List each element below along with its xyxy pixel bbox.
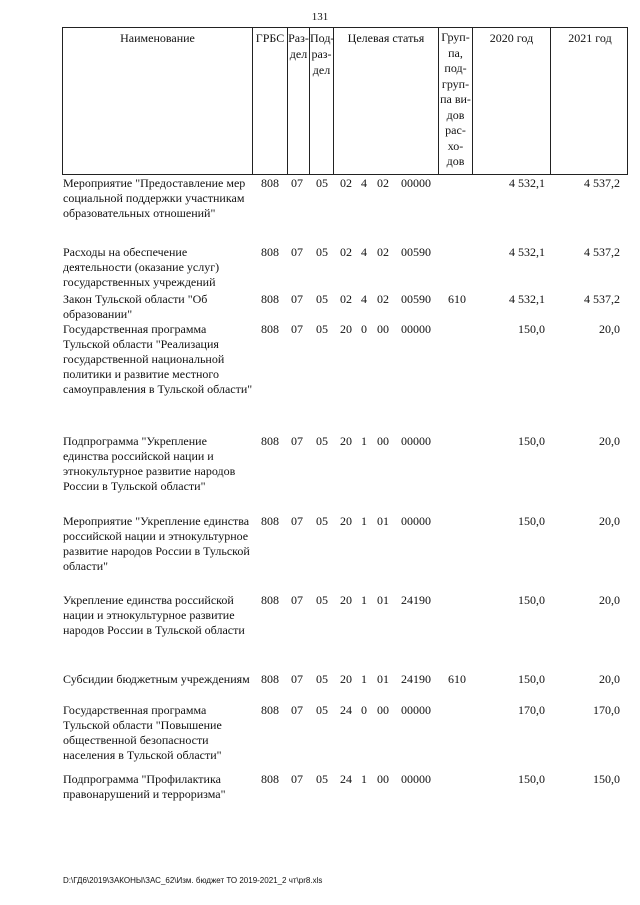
header-2020: 2020 год <box>473 28 551 174</box>
header-group: Груп- па, под- груп- па ви- дов рас- хо- дов <box>439 28 473 174</box>
row-2021: 170,0 <box>593 703 620 717</box>
row-name: Субсидии бюджетным учреждениям <box>63 672 250 686</box>
row-name: Укрепление единства российской нации и этнокультурное развитие народов России в Тульской области <box>63 593 245 637</box>
row-razdel: 07 <box>291 176 303 190</box>
header-podrazdel: Под- раз- дел <box>310 28 334 174</box>
row-target-3: 01 <box>377 672 389 686</box>
row-target-3: 01 <box>377 514 389 528</box>
row-target-1: 20 <box>340 322 352 336</box>
row-grbs: 808 <box>261 672 279 686</box>
row-target-2: 0 <box>361 322 367 336</box>
row-razdel: 07 <box>291 434 303 448</box>
row-target-1: 02 <box>340 176 352 190</box>
row-target-3: 00 <box>377 772 389 786</box>
row-razdel: 07 <box>291 593 303 607</box>
row-2020: 4 532,1 <box>509 292 545 306</box>
row-podrazdel: 05 <box>316 176 328 190</box>
row-grbs: 808 <box>261 593 279 607</box>
row-target-3: 00 <box>377 434 389 448</box>
row-2020: 4 532,1 <box>509 176 545 190</box>
row-podrazdel: 05 <box>316 322 328 336</box>
row-target-2: 1 <box>361 672 367 686</box>
row-razdel: 07 <box>291 245 303 259</box>
row-podrazdel: 05 <box>316 434 328 448</box>
row-target-2: 1 <box>361 514 367 528</box>
row-name: Мероприятие "Укрепление единства российской нации и этнокультурное развитие народов России в Тульской области" <box>63 514 250 573</box>
row-target-3: 02 <box>377 245 389 259</box>
row-2021: 4 537,2 <box>584 245 620 259</box>
row-grbs: 808 <box>261 292 279 306</box>
row-target-3: 02 <box>377 176 389 190</box>
row-target-1: 20 <box>340 672 352 686</box>
row-grbs: 808 <box>261 772 279 786</box>
row-target-2: 1 <box>361 593 367 607</box>
row-2021: 20,0 <box>599 434 620 448</box>
row-target-4: 24190 <box>401 593 431 607</box>
row-razdel: 07 <box>291 772 303 786</box>
row-razdel: 07 <box>291 322 303 336</box>
row-name: Государственная программа Тульской области "Повышение общественной безопасности населения в Тульской области" <box>63 703 222 762</box>
row-2021: 20,0 <box>599 322 620 336</box>
row-2020: 4 532,1 <box>509 245 545 259</box>
page-number: 131 <box>311 11 329 23</box>
header-grbs: ГРБС <box>253 28 288 174</box>
row-podrazdel: 05 <box>316 772 328 786</box>
row-razdel: 07 <box>291 672 303 686</box>
row-name: Подпрограмма "Укрепление единства российской нации и этнокультурное развитие народов России в Тульской области" <box>63 434 236 493</box>
row-target-3: 00 <box>377 322 389 336</box>
row-target-3: 02 <box>377 292 389 306</box>
row-target-4: 00000 <box>401 703 431 717</box>
row-2021: 4 537,2 <box>584 292 620 306</box>
row-razdel: 07 <box>291 703 303 717</box>
row-target-3: 01 <box>377 593 389 607</box>
header-razdel: Раз- дел <box>288 28 310 174</box>
row-podrazdel: 05 <box>316 245 328 259</box>
row-name: Мероприятие "Предоставление мер социальной поддержки участникам образовательных отношений" <box>63 176 246 220</box>
row-target-4: 00590 <box>401 292 431 306</box>
row-target-4: 00000 <box>401 772 431 786</box>
row-2021: 20,0 <box>599 514 620 528</box>
file-path-footer: D:\ГД6\2019\ЗАКОНЫ\ЗАС_62\Изм. бюджет ТО 2019-2021_2 чт\pr8.xls <box>63 876 323 885</box>
row-target-3: 00 <box>377 703 389 717</box>
row-target-1: 02 <box>340 245 352 259</box>
row-name: Закон Тульской области "Об образовании" <box>63 292 208 321</box>
row-2021: 150,0 <box>593 772 620 786</box>
row-target-2: 4 <box>361 245 367 259</box>
row-target-1: 24 <box>340 703 352 717</box>
row-grbs: 808 <box>261 703 279 717</box>
row-target-1: 20 <box>340 593 352 607</box>
row-name: Подпрограмма "Профилактика правонарушений и терроризма" <box>63 772 226 801</box>
row-podrazdel: 05 <box>316 514 328 528</box>
row-target-1: 20 <box>340 434 352 448</box>
row-podrazdel: 05 <box>316 703 328 717</box>
header-2021: 2021 год <box>568 31 612 45</box>
row-grbs: 808 <box>261 176 279 190</box>
row-2020: 170,0 <box>518 703 545 717</box>
row-grbs: 808 <box>261 514 279 528</box>
row-target-1: 20 <box>340 514 352 528</box>
row-2020: 150,0 <box>518 434 545 448</box>
row-target-4: 00590 <box>401 245 431 259</box>
row-2020: 150,0 <box>518 593 545 607</box>
row-2020: 150,0 <box>518 514 545 528</box>
row-target-4: 24190 <box>401 672 431 686</box>
row-group: 610 <box>448 292 466 306</box>
row-podrazdel: 05 <box>316 292 328 306</box>
row-grbs: 808 <box>261 434 279 448</box>
row-name: Расходы на обеспечение деятельности (оказание услуг) государственных учреждений <box>63 245 220 289</box>
row-2021: 4 537,2 <box>584 176 620 190</box>
row-target-2: 4 <box>361 292 367 306</box>
row-target-2: 1 <box>361 772 367 786</box>
row-grbs: 808 <box>261 322 279 336</box>
row-target-2: 0 <box>361 703 367 717</box>
row-target-2: 4 <box>361 176 367 190</box>
row-2020: 150,0 <box>518 772 545 786</box>
row-grbs: 808 <box>261 245 279 259</box>
row-name: Государственная программа Тульской области "Реализация государственной национальной политики и развитие местного самоуправления в Тульской области" <box>63 322 253 396</box>
row-target-4: 00000 <box>401 434 431 448</box>
row-2021: 20,0 <box>599 593 620 607</box>
row-group: 610 <box>448 672 466 686</box>
row-target-4: 00000 <box>401 514 431 528</box>
row-2020: 150,0 <box>518 322 545 336</box>
row-2020: 150,0 <box>518 672 545 686</box>
row-target-1: 02 <box>340 292 352 306</box>
row-razdel: 07 <box>291 514 303 528</box>
row-razdel: 07 <box>291 292 303 306</box>
row-target-2: 1 <box>361 434 367 448</box>
header-name: Наименование <box>63 28 253 174</box>
header-target-article: Целевая статья <box>334 28 439 174</box>
row-target-4: 00000 <box>401 322 431 336</box>
row-target-1: 24 <box>340 772 352 786</box>
row-podrazdel: 05 <box>316 593 328 607</box>
row-2021: 20,0 <box>599 672 620 686</box>
row-target-4: 00000 <box>401 176 431 190</box>
row-podrazdel: 05 <box>316 672 328 686</box>
table-header <box>62 27 628 175</box>
